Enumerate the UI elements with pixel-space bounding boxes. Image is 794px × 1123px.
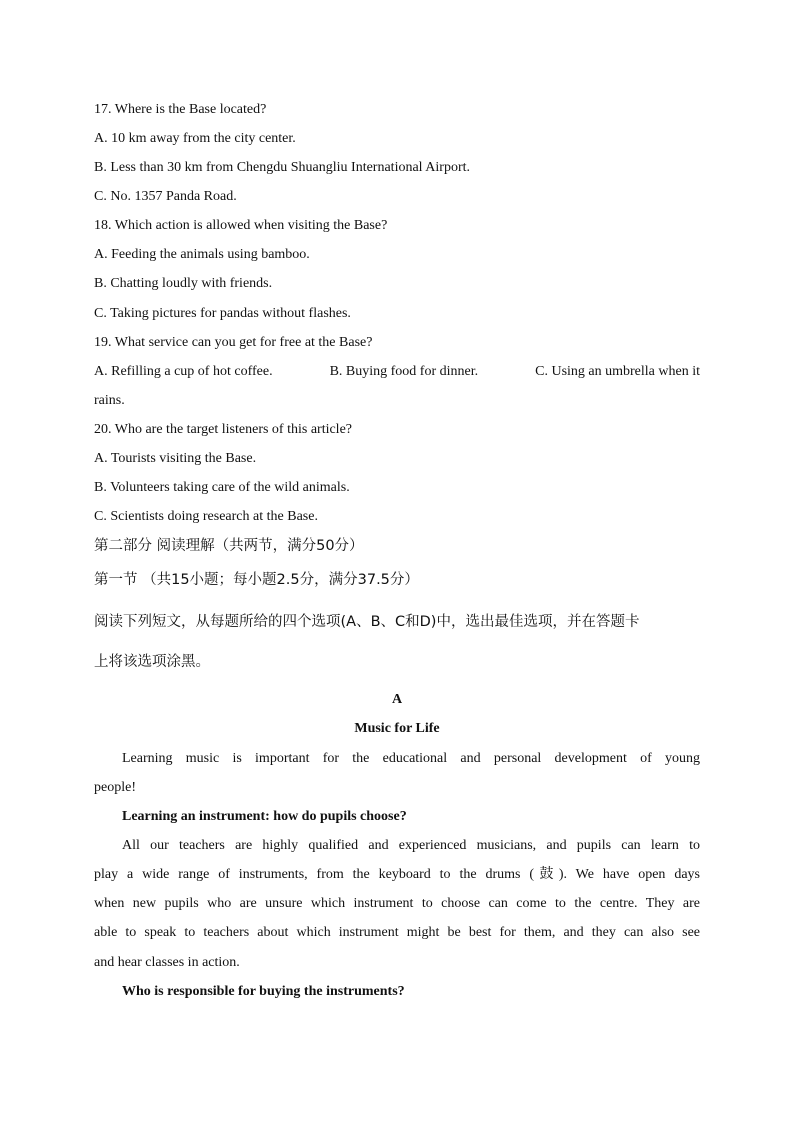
question-20-option-c: C. Scientists doing research at the Base. — [94, 509, 318, 524]
section-heading-2: Who is responsible for buying the instruments? — [122, 984, 405, 999]
paragraph-2-line-5: and hear classes in action. — [94, 955, 240, 970]
question-17-option-c: C. No. 1357 Panda Road. — [94, 189, 237, 204]
question-20-option-b: B. Volunteers taking care of the wild animals. — [94, 480, 350, 495]
part-title: 第二部分 阅读理解（共两节，满分50分） — [94, 538, 364, 554]
paragraph-2-line-3: when new pupils who are unsure which instrument to choose can come to the centre. They are — [94, 896, 700, 911]
question-17-stem: 17. Where is the Base located? — [94, 102, 267, 117]
passage-letter: A — [391, 692, 403, 707]
paragraph-2-line-2: play a wide range of instruments, from the keyboard to the drums (鼓). We have open days — [94, 867, 700, 882]
question-19-stem: 19. What service can you get for free at the Base? — [94, 335, 373, 350]
question-19-options-row — [94, 362, 700, 382]
question-18-stem: 18. Which action is allowed when visiting the Base? — [94, 218, 388, 233]
question-19-option-a: A. Refilling a cup of hot coffee. — [94, 364, 273, 379]
paragraph-1-line-2: people! — [94, 780, 136, 795]
instruction-line-2: 上将该选项涂黑。 — [94, 654, 210, 670]
paragraph-1-line-1: Learning music is important for the educational and personal development of young — [122, 751, 700, 766]
subsection-title: 第一节 （共15小题；每小题2.5分，满分37.5分） — [94, 572, 419, 588]
question-18-option-b: B. Chatting loudly with friends. — [94, 276, 273, 291]
question-19-option-c-continued: rains. — [94, 393, 125, 408]
passage-title: Music for Life — [354, 721, 440, 736]
question-18-option-a: A. Feeding the animals using bamboo. — [94, 247, 310, 262]
instruction-line-1: 阅读下列短文，从每题所给的四个选项(A、B、C和D)中，选出最佳选项，并在答题卡 — [94, 614, 640, 630]
question-20-option-a: A. Tourists visiting the Base. — [94, 451, 257, 466]
question-17-option-b: B. Less than 30 km from Chengdu Shuangliu International Airport. — [94, 160, 471, 175]
section-heading-1: Learning an instrument: how do pupils choose? — [122, 809, 407, 824]
question-19-option-c: C. Using an umbrella when it — [535, 364, 700, 379]
question-19-option-b: B. Buying food for dinner. — [329, 364, 479, 379]
question-18-option-c: C. Taking pictures for pandas without flashes. — [94, 306, 351, 321]
paragraph-2-line-4: able to speak to teachers about which instrument might be best for them, and they can also see — [94, 925, 700, 940]
paragraph-2-line-1: All our teachers are highly qualified and experienced musicians, and pupils can learn to — [122, 838, 700, 853]
question-17-option-a: A. 10 km away from the city center. — [94, 131, 296, 146]
question-20-stem: 20. Who are the target listeners of this article? — [94, 422, 353, 437]
